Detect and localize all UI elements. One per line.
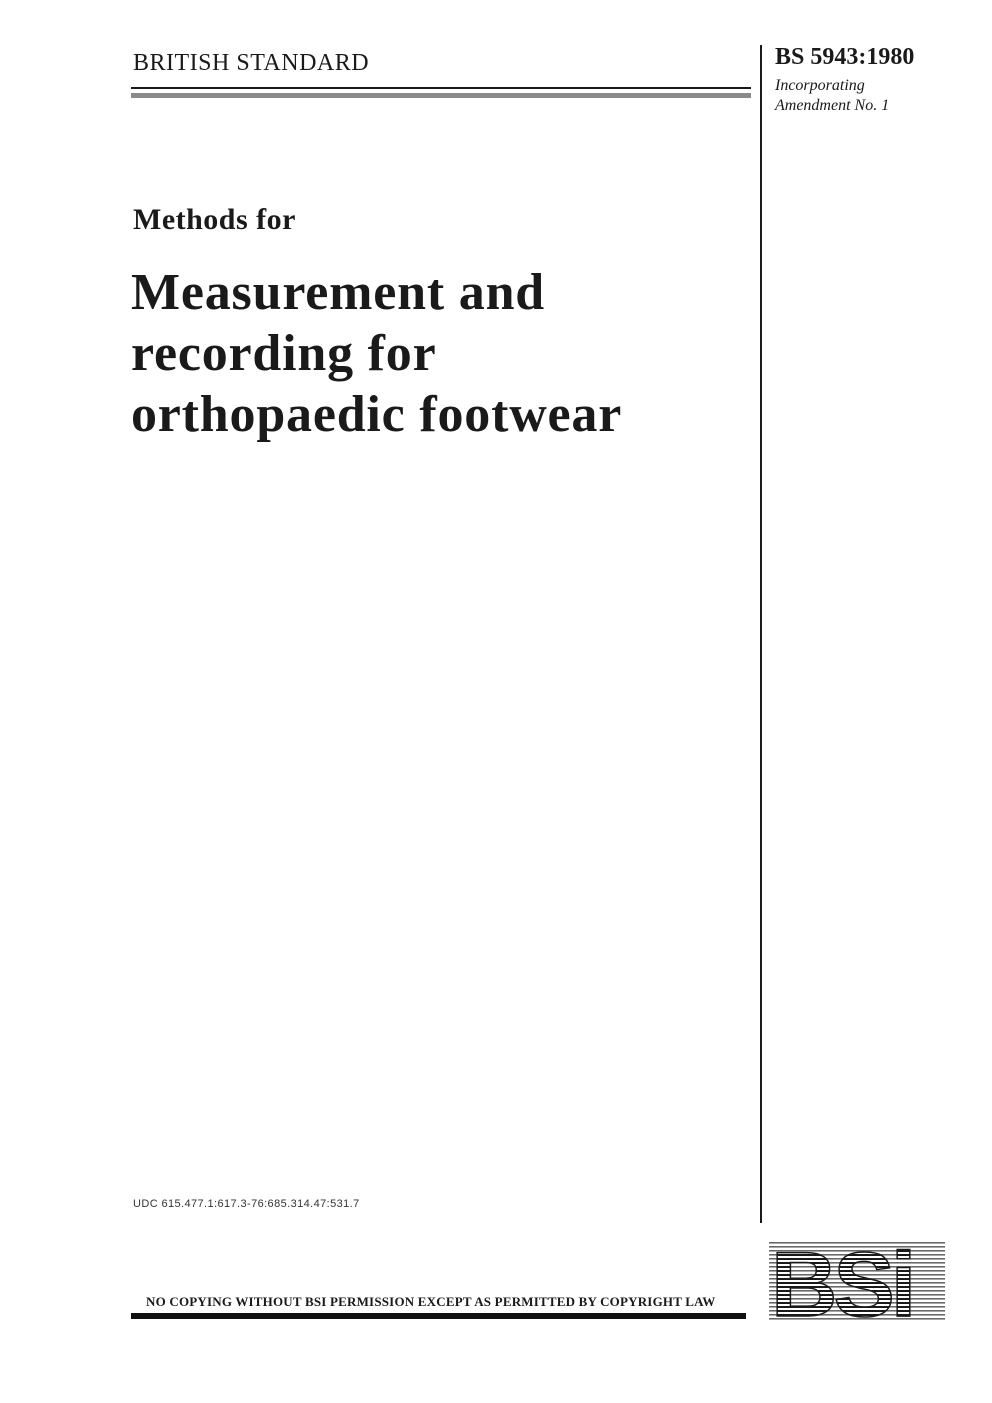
header-grey-band <box>131 93 751 98</box>
amendment-line: Amendment No. 1 <box>775 97 890 114</box>
svg-text:BSi: BSi <box>771 1242 913 1322</box>
document-title <box>131 262 751 445</box>
document-subtitle: Methods for <box>133 203 296 236</box>
title-line: recording for <box>131 325 437 382</box>
title-line: orthopaedic footwear <box>131 386 623 443</box>
udc-classification: UDC 615.477.1:617.3-76:685.314.47:531.7 <box>133 1198 360 1210</box>
document-type-label: BRITISH STANDARD <box>133 50 370 76</box>
bsi-logo-icon <box>769 1242 945 1322</box>
header-rule <box>131 87 751 89</box>
copyright-notice: NO COPYING WITHOUT BSI PERMISSION EXCEPT AS PERMITTED BY COPYRIGHT LAW <box>146 1294 716 1309</box>
footer-rule <box>131 1313 746 1319</box>
standard-number: BS 5943:1980 <box>775 44 915 70</box>
amendment-note <box>775 76 889 116</box>
amendment-line: Incorporating <box>775 77 865 94</box>
title-line: Measurement and <box>131 264 546 321</box>
vertical-divider <box>760 45 762 1223</box>
